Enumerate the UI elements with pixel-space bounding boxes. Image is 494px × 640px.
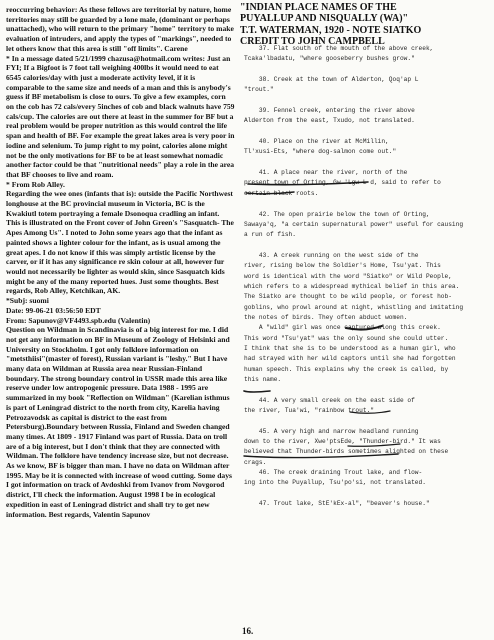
paragraph: * In a message dated 5/21/1999 chazusa@hotmail.com writes: Just an FYI; If a Bigfoot is 7 foot tall weighing 400lbs it would need to eat 6545 calories/day with just a moderate activity level, if it is comparable to the same size and needs of a man and this is anybody's guess if BF metabolism is close to ours. To give a few examples, corn on the cob has 72 cals/every 5inches of cob and black walnuts have 759 cals/cup. The calories are out there at least in the summer for BF but a real problem would be proper nutrition as this would control the life span and health of BF. For example the great lakes area is very poor in iodine and selenium. To jump right to my point, calories alone might not be the only motivations for BF to be at least somewhat nomadic another factor could be that "nutritional needs" play a role in the area that BF chooses to live and roam.: [6, 53, 235, 179]
typed-line: 44. A very small creek on the east side of: [244, 396, 415, 404]
heading-line: CREDIT TO JOHN CAMPBELL: [240, 36, 385, 48]
typed-line: this name.: [244, 376, 282, 383]
heading-line: T.T. WATERMAN, 1920 - NOTE SIATKO: [240, 24, 422, 36]
left-column-text: [6, 5, 235, 637]
typed-line: river, rising below the Soldier's Home, Tsu'yat. This: [244, 262, 441, 270]
typed-line: [244, 385, 488, 395]
typed-line: Sawaya'q, "a certain supernatural power" useful for causing: [244, 220, 464, 228]
typed-line: goblins, who prowl around at night, whistling and imitating: [244, 303, 464, 311]
typed-line: Tl'xusi-Ets, "where dog-salmon come out.": [244, 148, 397, 156]
typed-line: 47. Trout lake, StE'kEx-al", "beaver's house.": [244, 500, 430, 508]
paragraph: Date: 99-06-21 03:56:50 EDT: [6, 305, 101, 315]
typed-line: [244, 416, 488, 426]
typed-line: Alderton from the east, Txudo, not translated.: [244, 117, 415, 125]
typed-line: which refers to a widespread mythical belief in this area.: [244, 282, 460, 290]
typed-line: [244, 199, 488, 209]
heading-line: PUYALLUP AND NISQUALLY (WA)": [240, 13, 409, 25]
typed-line: 43. A creek running on the west side of the: [244, 251, 419, 259]
paragraph: From: Sapunov@VF4493.spb.edu (Valentin): [6, 315, 151, 325]
typed-line: the river, Tua'wi, "rainbow trout.": [244, 407, 374, 415]
typed-line: This word "Tsu'yat" was the only sound she could utter.: [244, 334, 449, 342]
paragraph: Regarding the wee ones (infants that is): outside the Pacific Northwest longhouse at the BC provincial museum in Victoria, BC is the Kwakiutl totem portraying a female Dsonoqua cradling an infant. This is illustrated on the Front cover of John Green's "Sasquatch- The Apes Among Us". I noted to John some years ago that the infant as painted shows a lighter colour for the infant, as is usual among the great apes. I do not know if this was simply artistic license by the carver, or if it has any significance re skin colour at all, however fur would not necessarily be lighter as would skin, since Sasquatch kids might be any of the many reported hues. Just some thoughts. Best regards, Rob Alley, Ketchikan, AK.: [6, 189, 234, 296]
typed-line: a run of fish.: [244, 231, 296, 239]
typed-line: down to the river, Xwe'ptsEde, "Thunder-bird." It was: [244, 438, 441, 446]
typed-line: [244, 489, 488, 499]
typed-line: had strayed with her wild captors until she had forgotten: [244, 355, 456, 363]
typed-line: [244, 241, 488, 251]
typed-line: [244, 96, 488, 106]
heading-line: "INDIAN PLACE NAMES OF THE: [240, 2, 397, 13]
paragraph: *Subj: suomi: [6, 296, 49, 306]
typed-line: 37. Flat south of the mouth of the above creek,: [244, 45, 434, 52]
typed-line: 45. A very high and narrow headland running: [244, 427, 419, 435]
typed-line: 39. Fennel creek, entering the river above: [244, 107, 415, 115]
typed-line: A "wild" girl was once captured along this creek.: [244, 324, 441, 332]
paragraph: * From Rob Alley.: [6, 179, 65, 189]
typed-line: word is identical with the word "Siatko" or Wild People,: [244, 272, 452, 280]
typed-line: present town of Orting, Gw 'Lgw L d, said to refer to: [244, 179, 441, 187]
typed-line: 46. The creek draining Trout lake, and flow-: [244, 469, 423, 477]
typewritten-place-names: [244, 44, 488, 509]
typed-line: Tcaka'lbadatu, "where gooseberry bushes grow.": [244, 55, 415, 63]
right-column: [240, 2, 490, 638]
paragraph: Question on Wildman in Scandinavia is of a big interest for me. I did not get any information on BF in Museum of Zoology of Helsinki and University on Stockholm. I got only folklore information on "metsthiisi"(master of forest), Russian variant is "leshy." But I have many data on Wildman at Russia area near Russian-Finland boundary. The strong boundary control in USSR made this area like reserve under low antropogenic pressure. Data 1988 - 1995 are summarized in my book "Reflection on Wildman" (Karelian isthmus is part of Leningrad district to the north from city, Karelia having Petrozavodsk as capital is district to the east from Petersburg).Boundary between Russia, Finland and Sweden changed many times. At 1809 - 1917 Finland was part of Russia. Data on troll are of a big interest, but I don't think that they are connected with Wildman. The folklore have tendency increase size, but not decrease. As we know, BF is bigger than man. I have no data on Wildman after 1995. May be it is connected with increase of wood cutting. Some days I got information on track of Avdoshki from Ivanov from Novgorod district, I'll check the information. August 1998 I be in ecological expedition in east of Leningrad district and shall try to get new information. Best regards, Valentin Sapunov: [6, 325, 232, 519]
typed-line: certain black roots.: [244, 189, 319, 197]
typed-line: 40. Place on the river at McMillin,: [244, 138, 389, 146]
typed-line: [244, 158, 488, 168]
paragraph: reoccurring behavior: As these fellows are territorial by nature, home territories may still be guarded by a lone male, (dominant or perhaps unattached), who will return to the primary "home" territory to make evaluation of intruders, and apply the types of "markings", needed to let others know that this area is still "off limits". Carene: [6, 5, 234, 53]
typed-line: 41. A place near the river, north of the: [244, 169, 408, 177]
page-number: 16.: [242, 626, 254, 636]
typed-line: [244, 65, 488, 75]
typed-line: I think that she is to be understood as a human girl, who: [244, 344, 456, 352]
typed-line: The Siatko are thought to be wild people, or forest hob-: [244, 293, 452, 301]
typed-line: crags.: [244, 458, 267, 466]
typed-line: "trout.": [244, 86, 274, 94]
typed-line: 42. The open prairie below the town of Orting,: [244, 210, 430, 218]
typed-line: believed that Thunder-birds sometimes alighted on these: [244, 448, 449, 456]
article-heading: [240, 2, 490, 48]
typed-line: [244, 127, 488, 137]
typed-line: 38. Creek at the town of Alderton, Qoq'ap L: [244, 76, 419, 84]
typed-line: the notes of birds. They often abduct women.: [244, 313, 408, 321]
typed-line: ing into the Puyallup, Tsu'po'si, not translated.: [244, 479, 426, 487]
typed-line: human speech. This explains why the creek is called, by: [244, 365, 449, 373]
